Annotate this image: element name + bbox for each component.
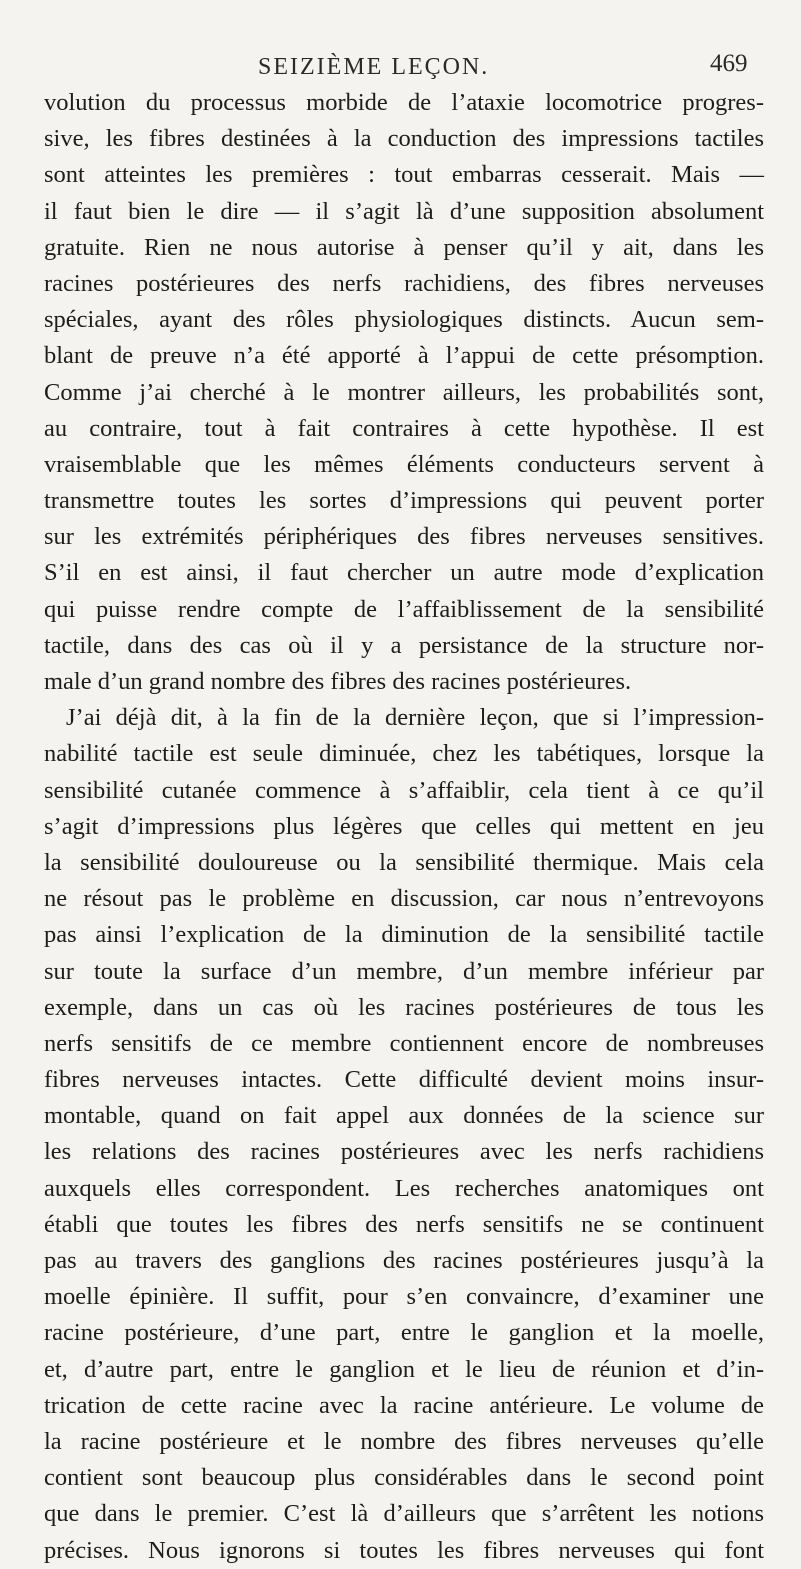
text-line: spéciales, ayant des rôles physiologiques distincts. Aucun sem- xyxy=(44,306,764,334)
page-number: 469 xyxy=(710,50,748,77)
text-line: contient sont beaucoup plus considérables dans le second point xyxy=(44,1464,764,1492)
text-line: blant de preuve n’a été apporté à l’appui de cette présomption. xyxy=(44,342,764,370)
text-line: pas ainsi l’explication de la diminution de la sensibilité tactile xyxy=(44,921,764,949)
page-header xyxy=(0,50,801,86)
text-line: tactile, dans des cas où il y a persistance de la structure nor- xyxy=(44,631,764,659)
text-line: ne résout pas le problème en discussion, car nous n’entrevoyons xyxy=(44,885,764,913)
text-line: transmettre toutes les sortes d’impressions qui peuvent porter xyxy=(44,487,764,515)
text-line: sive, les fibres destinées à la conduction des impressions tactiles xyxy=(44,125,764,153)
text-line: montable, quand on fait appel aux données de la science sur xyxy=(44,1102,764,1130)
text-line: volution du processus morbide de l’ataxie locomotrice progres- xyxy=(44,89,764,116)
text-line: précises. Nous ignorons si toutes les fibres nerveuses qui font xyxy=(44,1536,764,1564)
text-line: et, d’autre part, entre le ganglion et le lieu de réunion et d’in- xyxy=(44,1355,764,1383)
text-line: racine postérieure, d’une part, entre le ganglion et la moelle, xyxy=(44,1319,764,1347)
body-text xyxy=(44,85,764,1569)
text-line: qui puisse rendre compte de l’affaiblissement de la sensibilité xyxy=(44,595,764,623)
text-line: établi que toutes les fibres des nerfs sensitifs ne se continuent xyxy=(44,1210,764,1238)
text-line: sur toute la surface d’un membre, d’un membre inférieur par xyxy=(44,957,764,985)
text-line: J’ai déjà dit, à la fin de la dernière leçon, que si l’impression- xyxy=(66,704,764,732)
text-line: s’agit d’impressions plus légères que celles qui mettent en jeu xyxy=(44,812,764,840)
text-line: pas au travers des ganglions des racines postérieures jusqu’à la xyxy=(44,1247,764,1274)
text-line: la racine postérieure et le nombre des fibres nerveuses qu’elle xyxy=(44,1427,764,1455)
text-line: vraisemblable que les mêmes éléments conducteurs servent à xyxy=(44,450,764,478)
text-line: que dans le premier. C’est là d’ailleurs que s’arrêtent les notions xyxy=(44,1500,764,1528)
text-line: fibres nerveuses intactes. Cette difficulté devient moins insur- xyxy=(44,1066,764,1094)
text-line: nabilité tactile est seule diminuée, chez les tabétiques, lorsque la xyxy=(44,740,764,768)
text-line: sont atteintes les premières : tout embarras cesserait. Mais — xyxy=(44,161,764,189)
text-line: au contraire, tout à fait contraires à cette hypothèse. Il est xyxy=(44,414,764,442)
text-line: racines postérieures des nerfs rachidiens, des fibres nerveuses xyxy=(44,269,764,297)
text-line: Comme j’ai cherché à le montrer ailleurs, les probabilités sont, xyxy=(44,378,764,406)
text-line: la sensibilité douloureuse ou la sensibilité thermique. Mais cela xyxy=(44,848,764,876)
text-line: sensibilité cutanée commence à s’affaiblir, cela tient à ce qu’il xyxy=(44,776,764,804)
text-line: nerfs sensitifs de ce membre contiennent encore de nombreuses xyxy=(44,1029,764,1057)
text-line: male d’un grand nombre des fibres des racines postérieures. xyxy=(44,668,632,695)
text-line: gratuite. Rien ne nous autorise à penser qu’il y ait, dans les xyxy=(44,233,764,261)
text-line: les relations des racines postérieures avec les nerfs rachidiens xyxy=(44,1138,764,1166)
text-line: S’il en est ainsi, il faut chercher un autre mode d’explication xyxy=(44,559,764,587)
text-line: exemple, dans un cas où les racines postérieures de tous les xyxy=(44,993,764,1021)
running-title: SEIZIÈME LEÇON. xyxy=(258,54,490,80)
text-line: il faut bien le dire — il s’agit là d’une supposition absolument xyxy=(44,197,764,225)
text-line: trication de cette racine avec la racine antérieure. Le volume de xyxy=(44,1391,764,1419)
text-line: auxquels elles correspondent. Les recherches anatomiques ont xyxy=(44,1174,764,1202)
text-line: sur les extrémités périphériques des fibres nerveuses sensitives. xyxy=(44,523,764,551)
text-line: moelle épinière. Il suffit, pour s’en convaincre, d’examiner une xyxy=(44,1283,764,1311)
